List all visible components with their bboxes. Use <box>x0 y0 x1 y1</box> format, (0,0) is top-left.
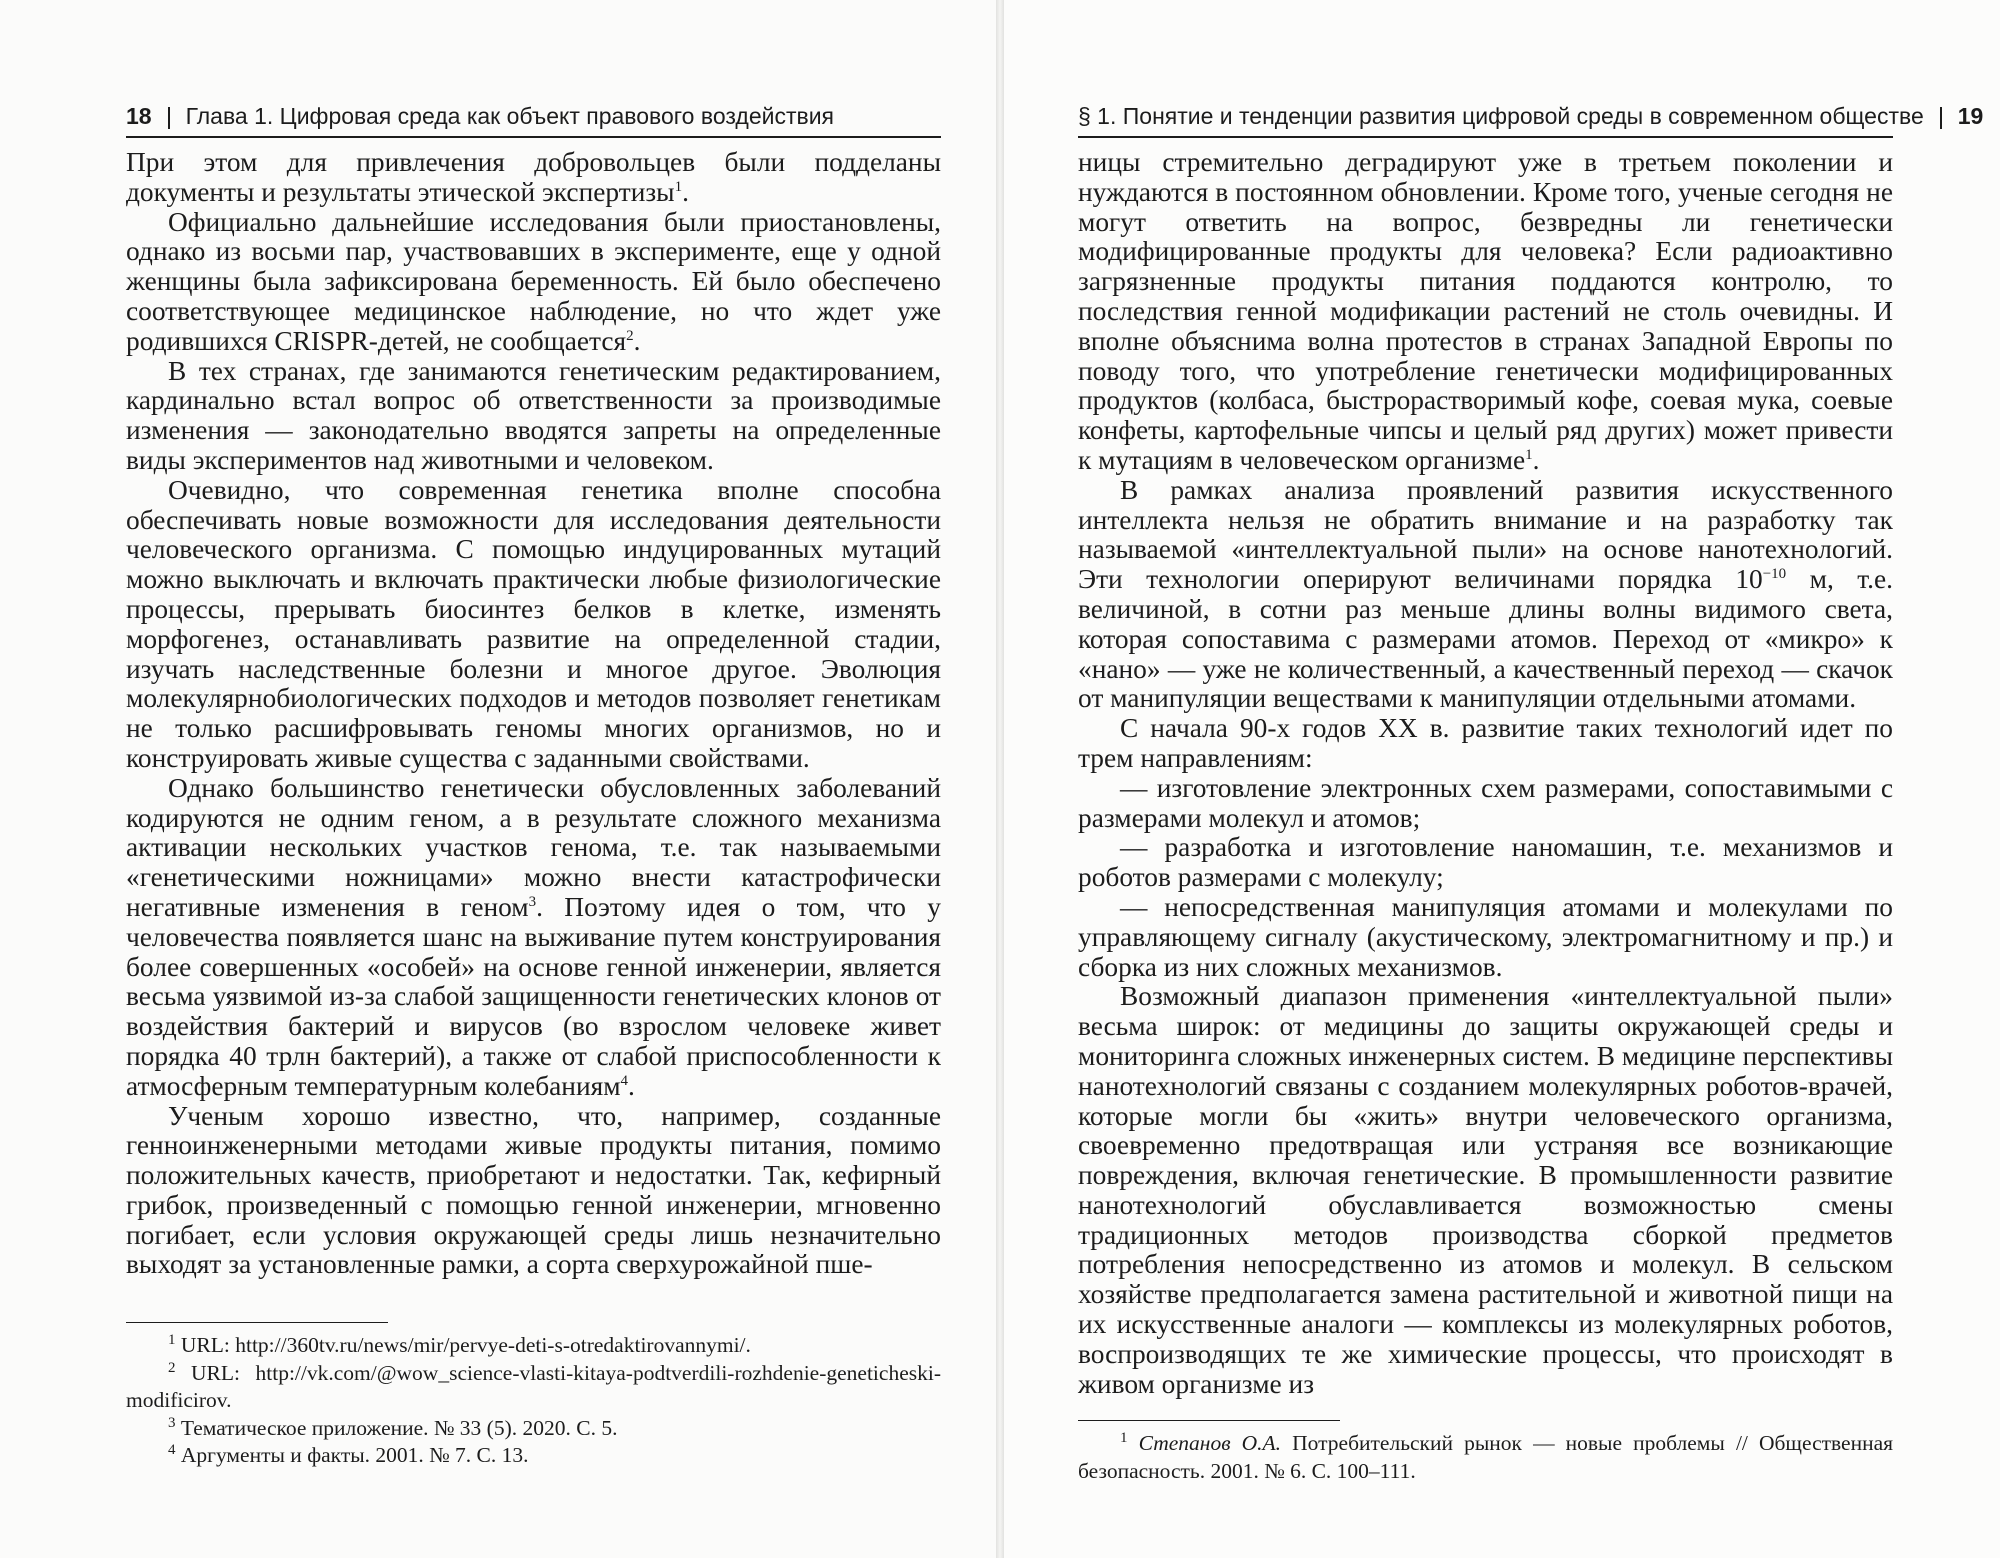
footnote-ref: 4 <box>620 1072 629 1089</box>
right-page <box>1004 0 2000 1558</box>
left-page <box>0 0 996 1558</box>
header-separator <box>1940 107 1942 129</box>
page-number: 18 <box>126 103 152 129</box>
footnote-author: Степанов О.А. <box>1138 1431 1282 1455</box>
body-text <box>126 148 941 1280</box>
footnotes <box>1078 1430 1893 1485</box>
running-header <box>1078 98 1984 138</box>
paragraph: ницы стремительно деградируют уже в третьем поколении и нуждаются в постоянном обновлении. Кроме того, ученые сегодня не могут ответить на вопрос, безвредны ли генетически модифицированные продукты для человека? Если радиоактивно загрязненные продукты питания поддаются контролю, то последствия генной модификации растений не столь очевидны. И вполне объяснима волна протестов в странах Западной Европы по поводу того, что употребление генетически модифицированных продуктов (колбаса, быстрорастворимый кофе, соевая мука, соевые конфеты, картофельные чипсы и целый ряд других) может привести к мутациям в человеческом организме$^1$. <box>1078 147 1893 475</box>
paragraph: Возможный диапазон применения «интеллектуальной пыли» весьма широк: от медицины до защиты окружающей среды и мониторинга сложных инженерных систем. В медицине перспективы нанотехнологий связаны с созданием молекулярных роботов-врачей, которые могли бы «жить» внутри человеческого организма, своевременно предотвращая или устраняя все возникающие повреждения, включая генетические. В промышленности развитие нанотехнологий обуславливается возможностью смены традиционных методов производства сборкой предметов потребления непосредственно из атомов и молекул. В сельском хозяйстве предполагается замена растительной и животной пищи на их искусственные аналоги — комплексы из молекулярных роботов, воспроизводящих те же химические процессы, что происходят в живом организме из <box>1078 981 1893 1399</box>
list-item: — разработка и изготовление наномашин, т.е. механизмов и роботов размерами с молекулу; <box>1078 832 1893 893</box>
footnote-divider <box>1078 1420 1340 1421</box>
paragraph: При этом для привлечения добровольцев были подделаны документы и результаты этической экспертизы$^1$. <box>126 147 941 207</box>
paragraph: Официально дальнейшие исследования были приостановлены, однако из восьми пар, участвовавших в эксперименте, еще у одной женщины была зафиксирована беременность. Ей было обеспечено соответствующее медицинское наблюдение, но что ждет уже родившихся CRISPR-детей, не сообщается$^2$. <box>126 206 941 356</box>
paragraph: Очевидно, что современная генетика вполне способна обеспечивать новые возможности для исследования деятельности человеческого организма. С помощью индуцированных мутаций можно выключать и включать практически любые физиологические процессы, прерывать биосинтез белков в клетке, изменять морфогенез, останавливать развитие на определенной стадии, изучать наследственные болезни и многое другое. Эволюция молекулярнобиологических подходов и методов позволяет генетикам не только расшифровывать геномы многих организмов, но и конструировать живые существа с заданными свойствами. <box>126 474 941 773</box>
footnote-ref: 1 <box>674 178 683 195</box>
footnote: $^1$ Степанов О.А. Потребительский рынок — новые проблемы // Общественная безопасность. 2001. № 6. С. 100–111. <box>1078 1429 1894 1483</box>
list-item: — изготовление электронных схем размерами, сопоставимыми с размерами молекул и атомов; <box>1078 772 1893 833</box>
footnote: $^1$ URL: http://360tv.ru/news/mir/pervye-deti-s-otredaktirovannymi/. <box>168 1331 751 1357</box>
paragraph: В рамках анализа проявлений развития искусственного интеллекта нельзя не обратить внимание и на разработку так называемой «интеллектуальной пыли» на основе нанотехнологий. Эти технологии оперируют величинами порядка $10^{-10}$ м, т.е. величиной, в сотни раз меньше длины волны видимого света, которая сопоставима с размерами атомов. Переход от «микро» к «нано» — уже не количественный, а качественный переход — скачок от манипуляции веществами к манипуляции отдельными атомами. <box>1078 474 1893 714</box>
paragraph: В тех странах, где занимаются генетическим редактированием, кардинально встал вопрос об ответственности за производимые изменения — законодательно вводятся запреты на определенные виды экспериментов над животными и человеком. <box>126 355 941 475</box>
paragraph: С начала 90-х годов XX в. развитие таких технологий идет по трем направлениям: <box>1078 713 1893 773</box>
body-text <box>1078 148 1893 1399</box>
footnote: $^2$ URL: http://vk.com/@wow_science-vlasti-kitaya-podtverdili-rozhdenie-geneticheski-modificirov. <box>126 1359 941 1412</box>
paragraph: Однако большинство генетически обусловленных заболеваний кодируются не одним геном, а в результате сложного механизма активации нескольких участков генома, т.е. так называемыми «генетическими ножницами» можно внести катастрофически негативные изменения в геном$^3$. Поэтому идея о том, что у человечества появляется шанс на выживание путем конструирования более совершенных «особей» на основе генной инженерии, является весьма уязвимой из-за слабой защищенности генетических клонов от воздействия бактерий и вирусов (во взрослом человеке живет порядка 40 трлн бактерий), а также от слабой приспособленности к атмосферным температурным колебаниям$^4$. <box>126 772 941 1101</box>
footnotes <box>126 1332 941 1470</box>
footnote-ref: 2 <box>626 327 634 344</box>
footnote: $^3$ Тематическое приложение. № 33 (5). 2020. С. 5. <box>168 1414 618 1440</box>
header-separator <box>168 107 170 129</box>
chapter-title: Глава 1. Цифровая среда как объект правового воздействия <box>185 103 835 129</box>
footnote-ref: 1 <box>1525 446 1533 463</box>
page-number: 19 <box>1957 103 1984 129</box>
running-header <box>126 98 941 138</box>
exponent: −10 <box>1762 566 1787 583</box>
footnote: $^4$ Аргументы и факты. 2001. № 7. С. 13. <box>168 1441 529 1467</box>
book-spine <box>996 0 1004 1558</box>
footnote-divider <box>126 1322 388 1323</box>
paragraph: Ученым хорошо известно, что, например, созданные генноинженерными методами живые продукты питания, помимо положительных качеств, приобретают и недостатки. Так, кефирный грибок, произведенный с помощью генной инженерии, мгновенно погибает, если условия окружающей среды лишь незначительно выходят за установленные рамки, а сорта сверхурожайной пше- <box>126 1100 941 1280</box>
section-title: § 1. Понятие и тенденции развития цифровой среды в современном обществе <box>1078 103 1924 129</box>
list-item: — непосредственная манипуляция атомами и молекулами по управляющему сигналу (акустическому, электромагнитному и пр.) и сборка из них сложных механизмов. <box>1078 891 1893 982</box>
footnote-ref: 3 <box>528 893 537 910</box>
